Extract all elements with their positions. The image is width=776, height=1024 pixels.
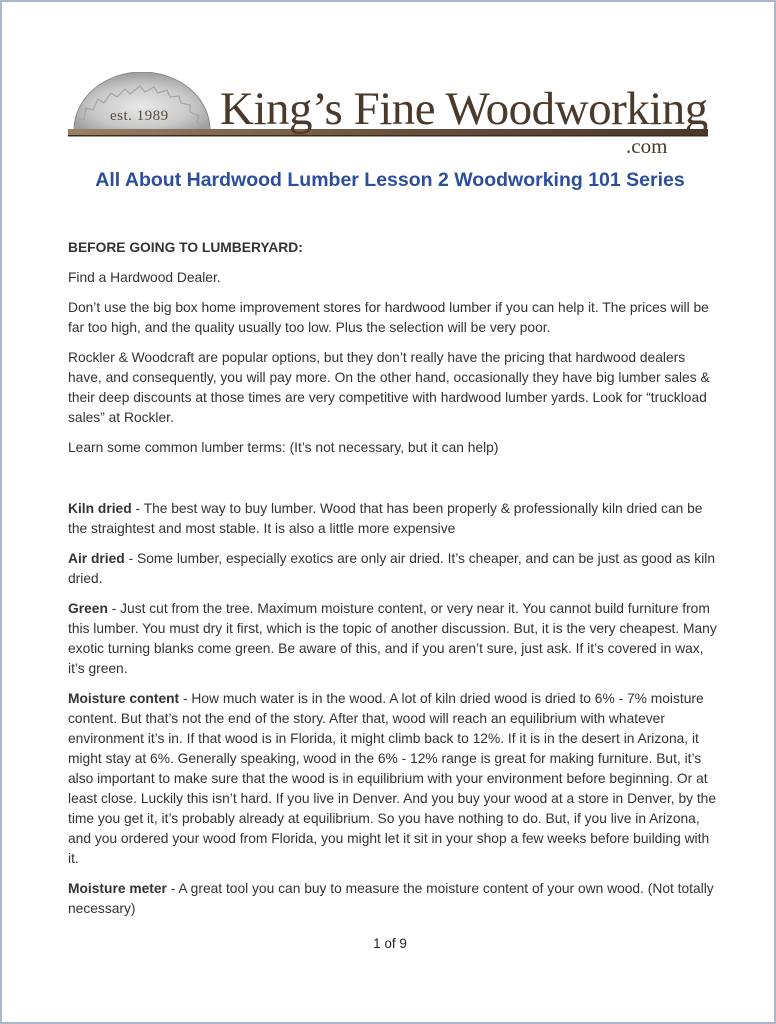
page-number: 1 of 9 [373, 936, 407, 951]
logo-domain: .com [626, 134, 668, 158]
spacer [68, 468, 718, 499]
term-definition [68, 599, 718, 679]
term-label: Air dried [68, 551, 125, 566]
term-text: - The best way to buy lumber. Wood that has been properly & professionally kiln dried can be the straightest and most stable. It is also a little more expensive [68, 501, 703, 536]
term-label: Green [68, 601, 108, 616]
term-definition [68, 689, 718, 869]
paragraph: Don’t use the big box home improvement stores for hardwood lumber if you can help it. The prices will be far too high, and the quality usually too low. Plus the selection will be very poor. [68, 300, 709, 335]
section-heading: BEFORE GOING TO LUMBERYARD: [68, 240, 303, 255]
term-text: - Some lumber, especially exotics are only air dried. It’s cheaper, and can be just as good as kiln dried. [68, 551, 715, 586]
logo-title: King’s Fine Woodworking [220, 83, 708, 135]
term-text: - Just cut from the tree. Maximum moisture content, or very near it. You cannot build furniture from this lumber. You must dry it first, which is the topic of another discussion. But, it is the very cheapest. Many exotic turning blanks come green. Be aware of this, and if you aren’t sure, just ask. If it’s covered in wax, it’s green. [68, 601, 717, 676]
brand-logo [66, 72, 711, 157]
document-body [68, 238, 718, 929]
paragraph: Rockler & Woodcraft are popular options, but they don’t really have the pricing that hardwood dealers have, and consequently, you will pay more. On the other hand, occasionally they have big lumber sales & their deep discounts at those times are very competitive with hardwood lumber yards. Look for “truckload sales” at Rockler. [68, 350, 710, 425]
paragraph: Find a Hardwood Dealer. [68, 270, 221, 285]
term-label: Moisture content [68, 691, 180, 706]
term-definition [68, 879, 718, 919]
term-definition [68, 549, 718, 589]
logo-established: est. 1989 [110, 108, 169, 124]
document-title: All About Hardwood Lumber Lesson 2 Woodworking 101 Series [95, 169, 685, 191]
term-definition [68, 499, 718, 539]
term-text: - A great tool you can buy to measure the moisture content of your own wood. (Not totally necessary) [68, 881, 714, 916]
term-label: Kiln dried [68, 501, 132, 516]
term-label: Moisture meter [68, 881, 167, 896]
term-text: - How much water is in the wood. A lot of kiln dried wood is dried to 6% - 7% moisture content. But that’s not the end of the story. After that, wood will reach an equilibrium with whatever environment it’s in. If that wood is in Florida, it might climb back to 12%. If it is in the desert in Arizona, it might stay at 6%. Generally speaking, wood in the 6% - 12% range is great for making furniture. But, it’s also important to make sure that the wood is in equilibrium with your environment before beginning. Or at least close. Luckily this isn’t hard. If you live in Denver. And you buy your wood at a store in Denver, by the time you get it, it’s probably already at equilibrium. So you have nothing to do. But, if you live in Arizona, and you ordered your wood from Florida, you might let it sit in your shop a few weeks before building with it. [68, 691, 717, 866]
paragraph: Learn some common lumber terms: (It’s not necessary, but it can help) [68, 440, 499, 455]
